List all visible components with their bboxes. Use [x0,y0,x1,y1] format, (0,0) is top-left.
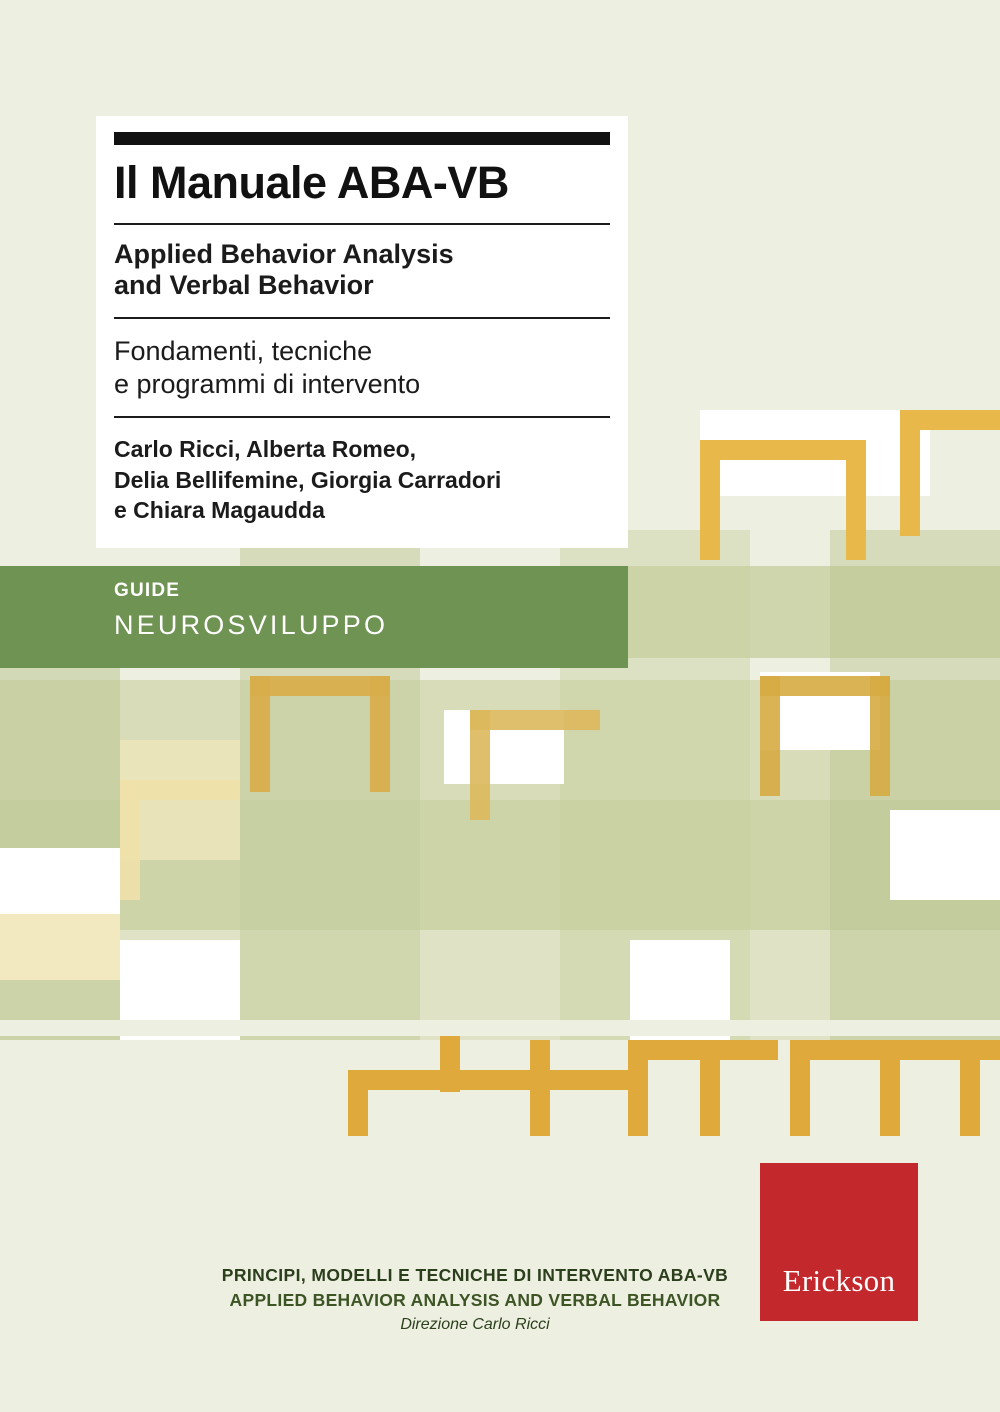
subtitle-italian-line-1: Fondamenti, tecniche [114,336,373,367]
footer-line-1: PRINCIPI, MODELLI E TECNICHE DI INTERVENTO ABA-VB [221,1265,729,1285]
divider-3 [114,416,610,418]
subtitle-italian-line-2: e programmi di intervento [114,368,421,399]
authors [114,434,610,526]
footer-line-3: Direzione Carlo Ricci [400,1316,550,1333]
authors-line-2: Delia Bellifemine, Giorgia Carradori [114,466,502,493]
page-title: Il Manuale ABA-VB [114,157,509,208]
publisher-logo [760,1163,918,1321]
subtitle-english-line-2: and Verbal Behavior [114,270,374,300]
title-panel [96,116,628,548]
subtitle-italian [114,335,610,400]
series-name: GUIDE [114,580,181,601]
authors-line-1: Carlo Ricci, Alberta Romeo, [114,436,417,463]
divider-1 [114,223,610,225]
top-rule [114,132,610,145]
series-subject: NEUROSVILUPPO [114,610,389,640]
divider-2 [114,317,610,319]
subtitle-english-line-1: Applied Behavior Analysis [114,238,454,269]
subtitle-english [114,239,610,302]
publisher-name: Erickson [782,1263,896,1298]
series-band [0,566,628,668]
footer-line-2: APPLIED BEHAVIOR ANALYSIS AND VERBAL BEHAVIOR [229,1290,721,1310]
authors-line-3: e Chiara Magaudda [114,497,325,524]
